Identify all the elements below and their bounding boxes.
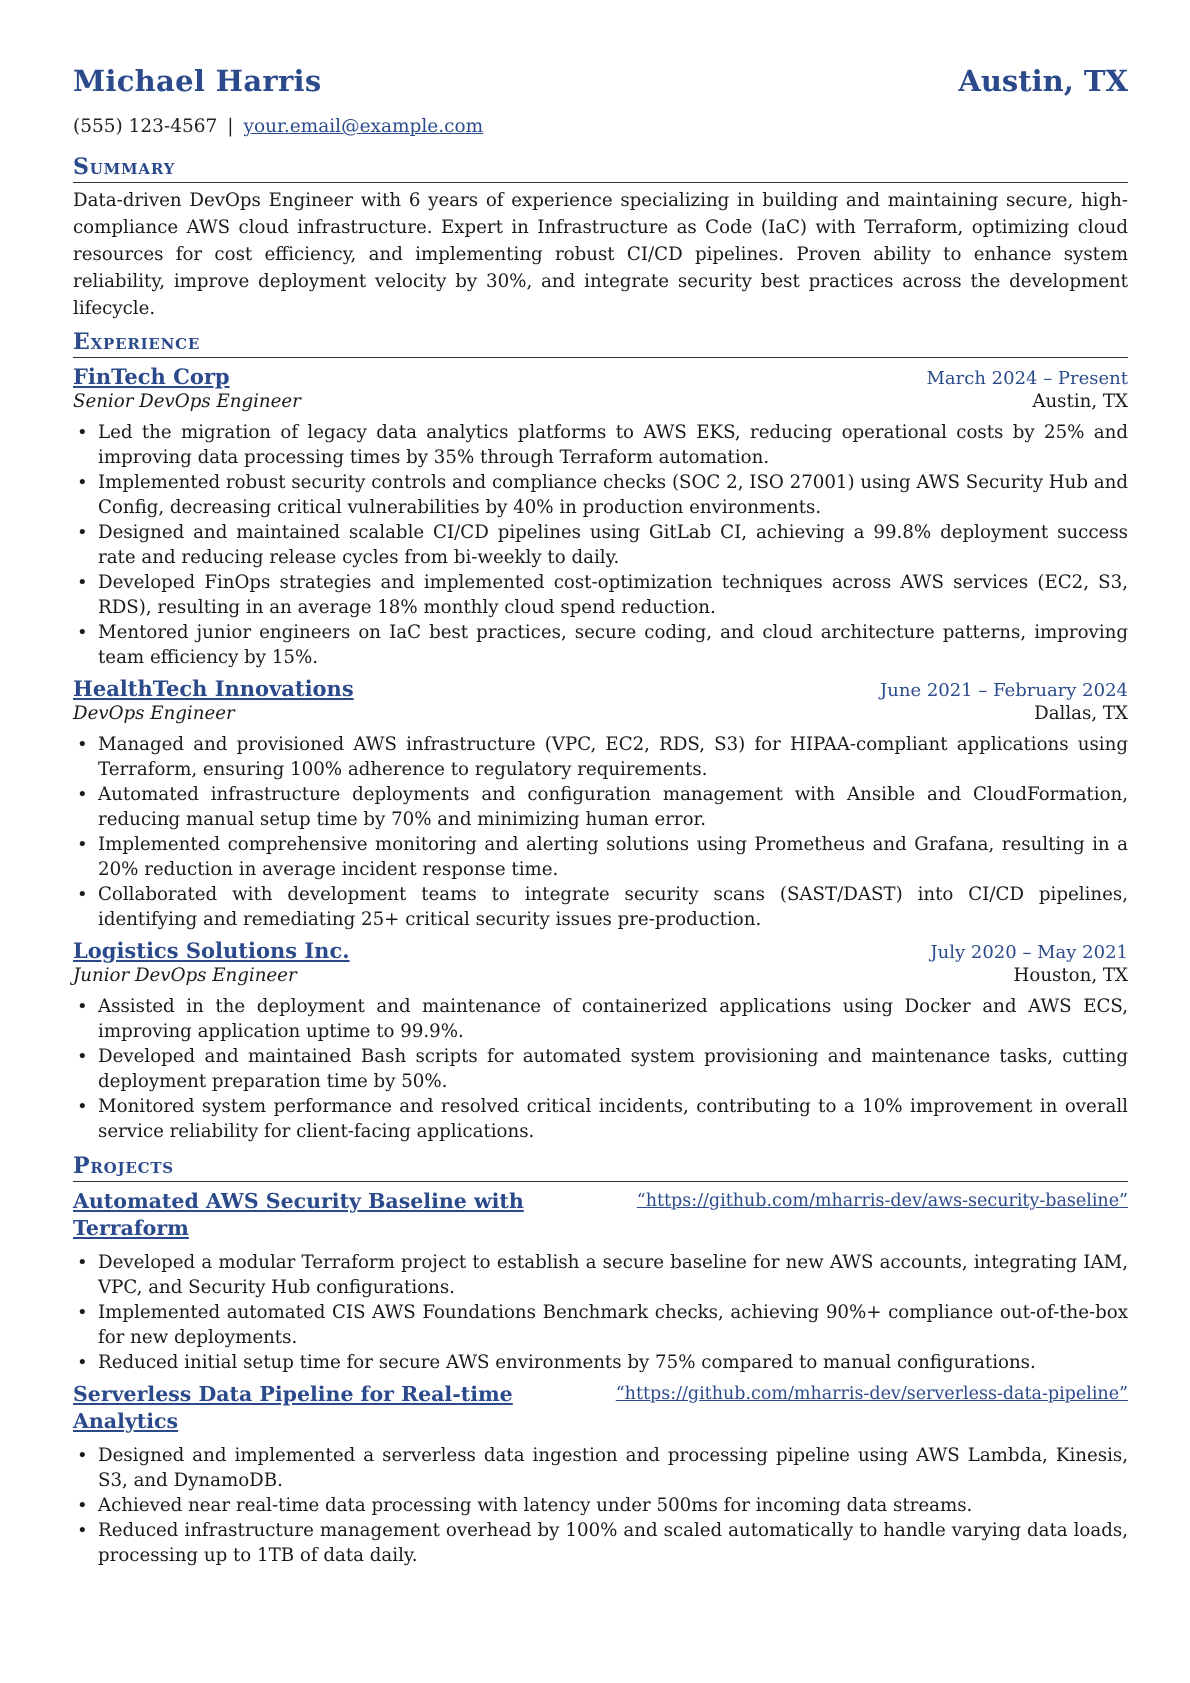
project-repo-link[interactable]: “https://github.com/mharris-dev/serverless-data-pipeline”: [615, 1384, 1128, 1404]
project-bullets: [73, 1443, 1128, 1568]
bullet-item: • Developed a modular Terraform project to establish a secure baseline for new AWS accounts, integrating IAM, VPC, and Security Hub configurations.: [73, 1250, 1128, 1300]
bullet-item: • Implemented comprehensive monitoring and alerting solutions using Prometheus and Grafana, resulting in a 20% reduction in average incident response time.: [73, 832, 1128, 882]
job-role: DevOps Engineer: [73, 703, 235, 724]
bullet-item: • Reduced infrastructure management overhead by 100% and scaled automatically to handle varying data loads, processing up to 1TB of data daily.: [73, 1518, 1128, 1568]
contact-separator: |: [227, 116, 234, 137]
candidate-name: Michael Harris: [73, 64, 322, 98]
summary-section: [73, 153, 1128, 322]
job-healthtech-innovations: [73, 676, 1128, 932]
section-title-experience: Experience: [73, 328, 1128, 358]
job-dates: March 2024 – Present: [926, 368, 1128, 389]
section-title-projects: Projects: [73, 1152, 1128, 1182]
project-aws-security-baseline: [73, 1188, 1128, 1375]
bullet-item: • Implemented robust security controls and compliance checks (SOC 2, ISO 27001) using AWS Security Hub and Config, decreasing critical vulnerabilities by 40% in production environments.: [73, 470, 1128, 520]
job-logistics-solutions: [73, 938, 1128, 1144]
contact-line: [73, 116, 1128, 137]
bullet-item: • Monitored system performance and resolved critical incidents, contributing to a 10% improvement in overall service reliability for client-facing applications.: [73, 1094, 1128, 1144]
job-location: Dallas, TX: [1034, 703, 1128, 724]
bullet-item: • Designed and maintained scalable CI/CD pipelines using GitLab CI, achieving a 99.8% deployment success rate and reducing release cycles from bi-weekly to daily.: [73, 520, 1128, 570]
job-dates: June 2021 – February 2024: [880, 680, 1128, 701]
bullet-item: • Achieved near real-time data processing with latency under 500ms for incoming data streams.: [73, 1493, 1128, 1518]
candidate-location: Austin, TX: [958, 64, 1128, 98]
job-dates: July 2020 – May 2021: [930, 942, 1128, 963]
job-bullets: [73, 732, 1128, 932]
bullet-item: • Developed FinOps strategies and implemented cost-optimization techniques across AWS services (EC2, S3, RDS), resulting in an average 18% monthly cloud spend reduction.: [73, 570, 1128, 620]
projects-section: [73, 1152, 1128, 1568]
project-repo-link[interactable]: “https://github.com/mharris-dev/aws-security-baseline”: [636, 1191, 1128, 1211]
job-fintech-corp: [73, 364, 1128, 670]
project-title-link[interactable]: Serverless Data Pipeline for Real-time Analytics: [73, 1382, 513, 1433]
company-link[interactable]: FinTech Corp: [73, 364, 230, 389]
project-bullets: [73, 1250, 1128, 1375]
project-title-link[interactable]: Automated AWS Security Baseline with Terraform: [73, 1189, 524, 1240]
phone-number: (555) 123-4567: [73, 116, 218, 137]
bullet-item: • Collaborated with development teams to integrate security scans (SAST/DAST) into CI/CD pipelines, identifying and remediating 25+ critical security issues pre-production.: [73, 882, 1128, 932]
bullet-item: • Developed and maintained Bash scripts for automated system provisioning and maintenance tasks, cutting deployment preparation time by 50%.: [73, 1044, 1128, 1094]
bullet-item: • Automated infrastructure deployments and configuration management with Ansible and CloudFormation, reducing manual setup time by 70% and minimizing human error.: [73, 782, 1128, 832]
project-serverless-data-pipeline: [73, 1381, 1128, 1568]
summary-text: Data-driven DevOps Engineer with 6 years of experience specializing in building and maintaining secure, high-compliance AWS cloud infrastructure. Expert in Infrastructure as Code (IaC) with Terraform, optimizing cloud resources for cost efficiency, and implementing robust CI/CD pipelines. Proven ability to enhance system reliability, improve deployment velocity by 30%, and integrate security best practices across the development lifecycle.: [73, 190, 1128, 319]
resume-page: [73, 64, 1128, 1568]
bullet-item: • Led the migration of legacy data analytics platforms to AWS EKS, reducing operational costs by 25% and improving data processing times by 35% through Terraform automation.: [73, 420, 1128, 470]
email-link[interactable]: your.email@example.com: [243, 116, 484, 137]
bullet-item: • Reduced initial setup time for secure AWS environments by 75% compared to manual configurations.: [73, 1350, 1128, 1375]
job-bullets: [73, 420, 1128, 670]
section-title-summary: Summary: [73, 153, 1128, 183]
experience-section: [73, 328, 1128, 1144]
resume-header: [73, 64, 1128, 108]
company-link[interactable]: Logistics Solutions Inc.: [73, 938, 350, 963]
job-role: Junior DevOps Engineer: [73, 965, 297, 986]
bullet-item: • Implemented automated CIS AWS Foundations Benchmark checks, achieving 90%+ compliance out-of-the-box for new deployments.: [73, 1300, 1128, 1350]
job-bullets: [73, 994, 1128, 1144]
job-location: Houston, TX: [1013, 965, 1128, 986]
bullet-item: • Mentored junior engineers on IaC best practices, secure coding, and cloud architecture patterns, improving team efficiency by 15%.: [73, 620, 1128, 670]
bullet-item: • Designed and implemented a serverless data ingestion and processing pipeline using AWS Lambda, Kinesis, S3, and DynamoDB.: [73, 1443, 1128, 1493]
bullet-item: • Assisted in the deployment and maintenance of containerized applications using Docker and AWS ECS, improving application uptime to 99.9%.: [73, 994, 1128, 1044]
job-role: Senior DevOps Engineer: [73, 391, 301, 412]
bullet-item: • Managed and provisioned AWS infrastructure (VPC, EC2, RDS, S3) for HIPAA-compliant applications using Terraform, ensuring 100% adherence to regulatory requirements.: [73, 732, 1128, 782]
company-link[interactable]: HealthTech Innovations: [73, 676, 354, 701]
job-location: Austin, TX: [1032, 391, 1128, 412]
